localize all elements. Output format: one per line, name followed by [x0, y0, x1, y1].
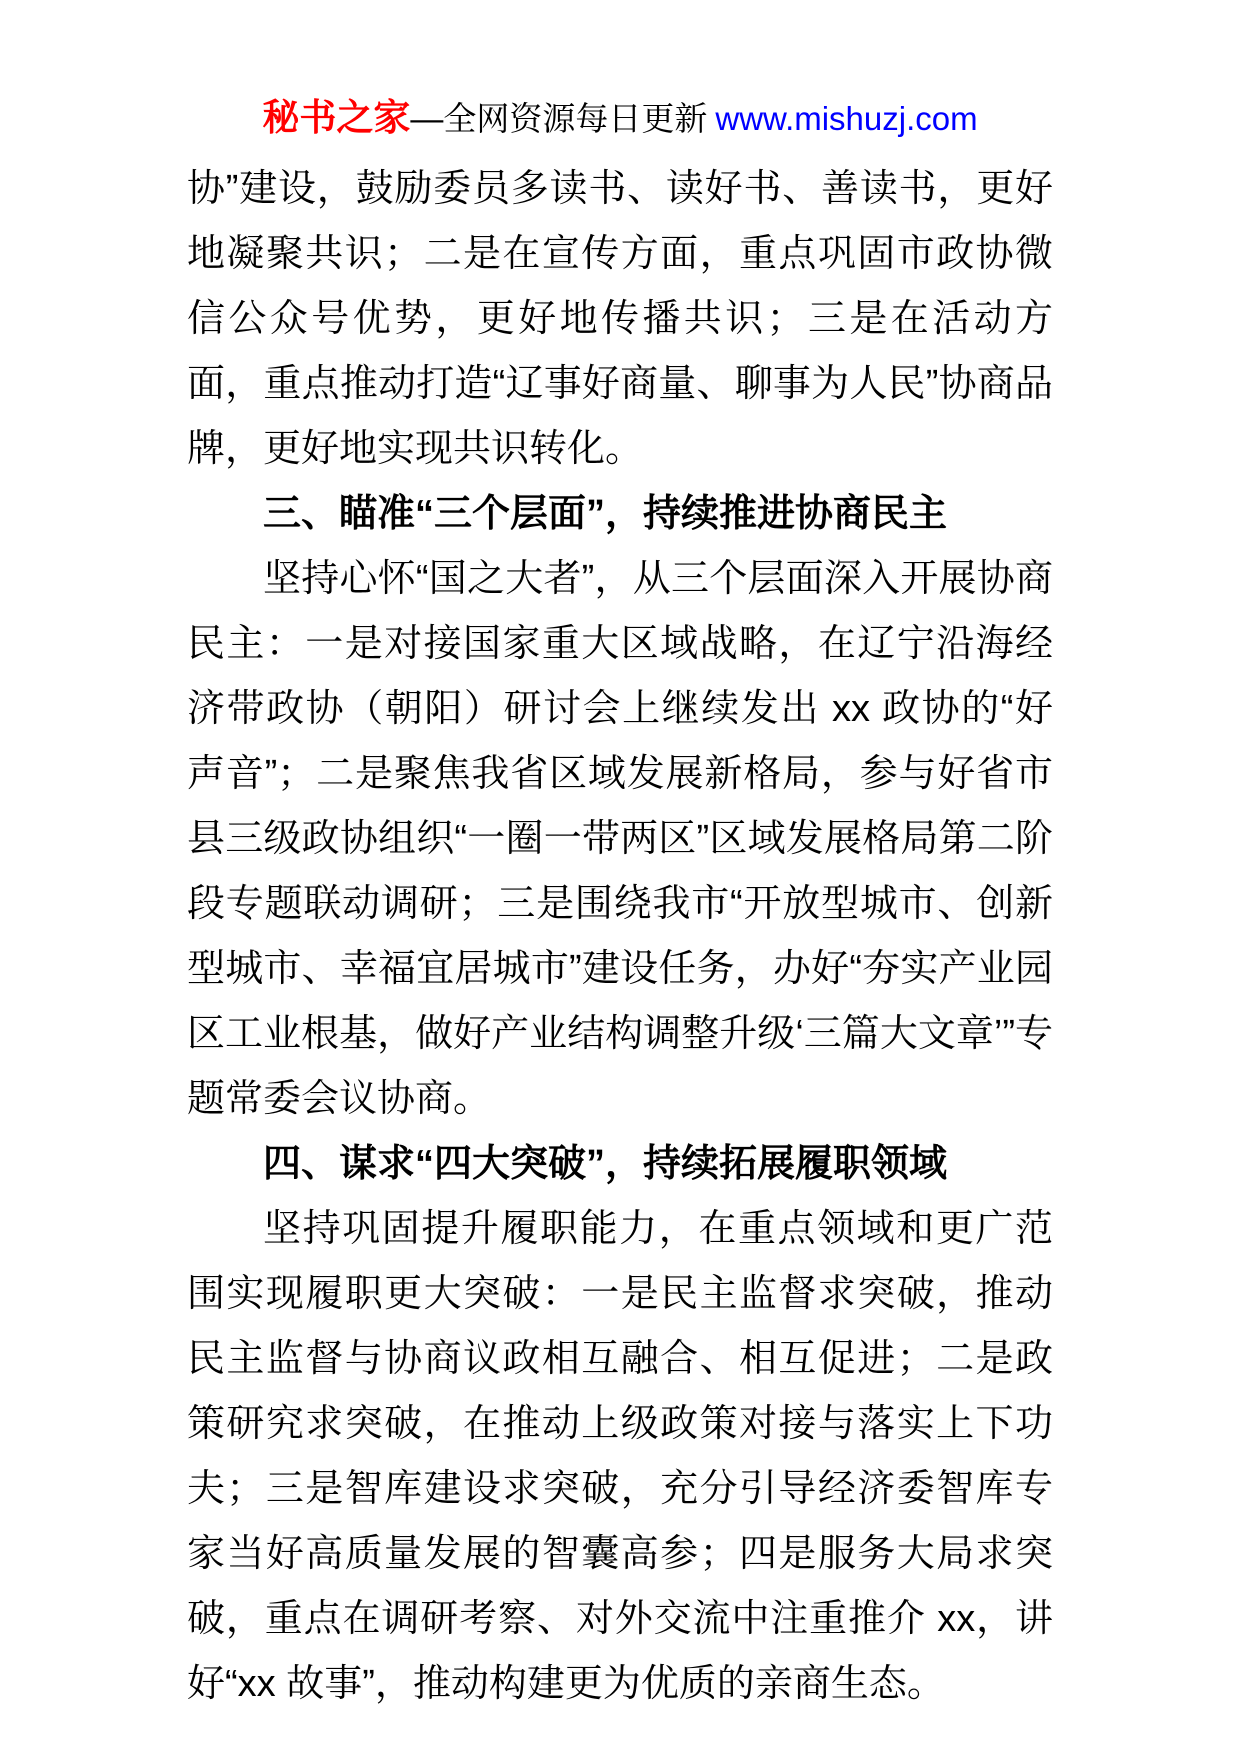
paragraph-section-four: 坚持巩固提升履职能力，在重点领域和更广范围实现履职更大突破：一是民主监督求突破，推动民主监督与协商议政相互融合、相互促进；二是政策研究求突破，在推动上级政策对接与落实上下功夫；三是智库建设求突破，充分引导经济委智库专家当好高质量发展的智囊高参；四是服务大局求突破，重点在调研考察、对外交流中注重推介 xx，讲好“xx 故事”，推动构建更为优质的亲商生态。 [187, 1208, 1053, 1705]
section-heading-three: 三、瞄准“三个层面”，持续推进协商民主 [263, 493, 948, 535]
site-url-link[interactable]: www.mishuzj.com [715, 100, 978, 137]
document-body [187, 157, 1053, 1717]
section-heading-four: 四、谋求“四大突破”，持续拓展履职领域 [263, 1143, 948, 1185]
site-tagline: —全网资源每日更新 [410, 100, 708, 137]
site-brand: 秘书之家 [262, 97, 411, 138]
page-header [0, 94, 1240, 143]
paragraph-continuation: 协”建设，鼓励委员多读书、读好书、善读书，更好地凝聚共识；二是在宣传方面，重点巩固市政协微信公众号优势，更好地传播共识；三是在活动方面，重点推动打造“辽事好商量、聊事为人民”协商品牌，更好地实现共识转化。 [187, 168, 1053, 470]
paragraph-section-three: 坚持心怀“国之大者”，从三个层面深入开展协商民主：一是对接国家重大区域战略，在辽宁沿海经济带政协（朝阳）研讨会上继续发出 xx 政协的“好声音”；二是聚焦我省区域发展新格局，参与好省市县三级政协组织“一圈一带两区”区域发展格局第二阶段专题联动调研；三是围绕我市“开放型城市、创新型城市、幸福宜居城市”建设任务，办好“夯实产业园区工业根基，做好产业结构调整升级‘三篇大文章’”专题常委会议协商。 [187, 558, 1053, 1120]
